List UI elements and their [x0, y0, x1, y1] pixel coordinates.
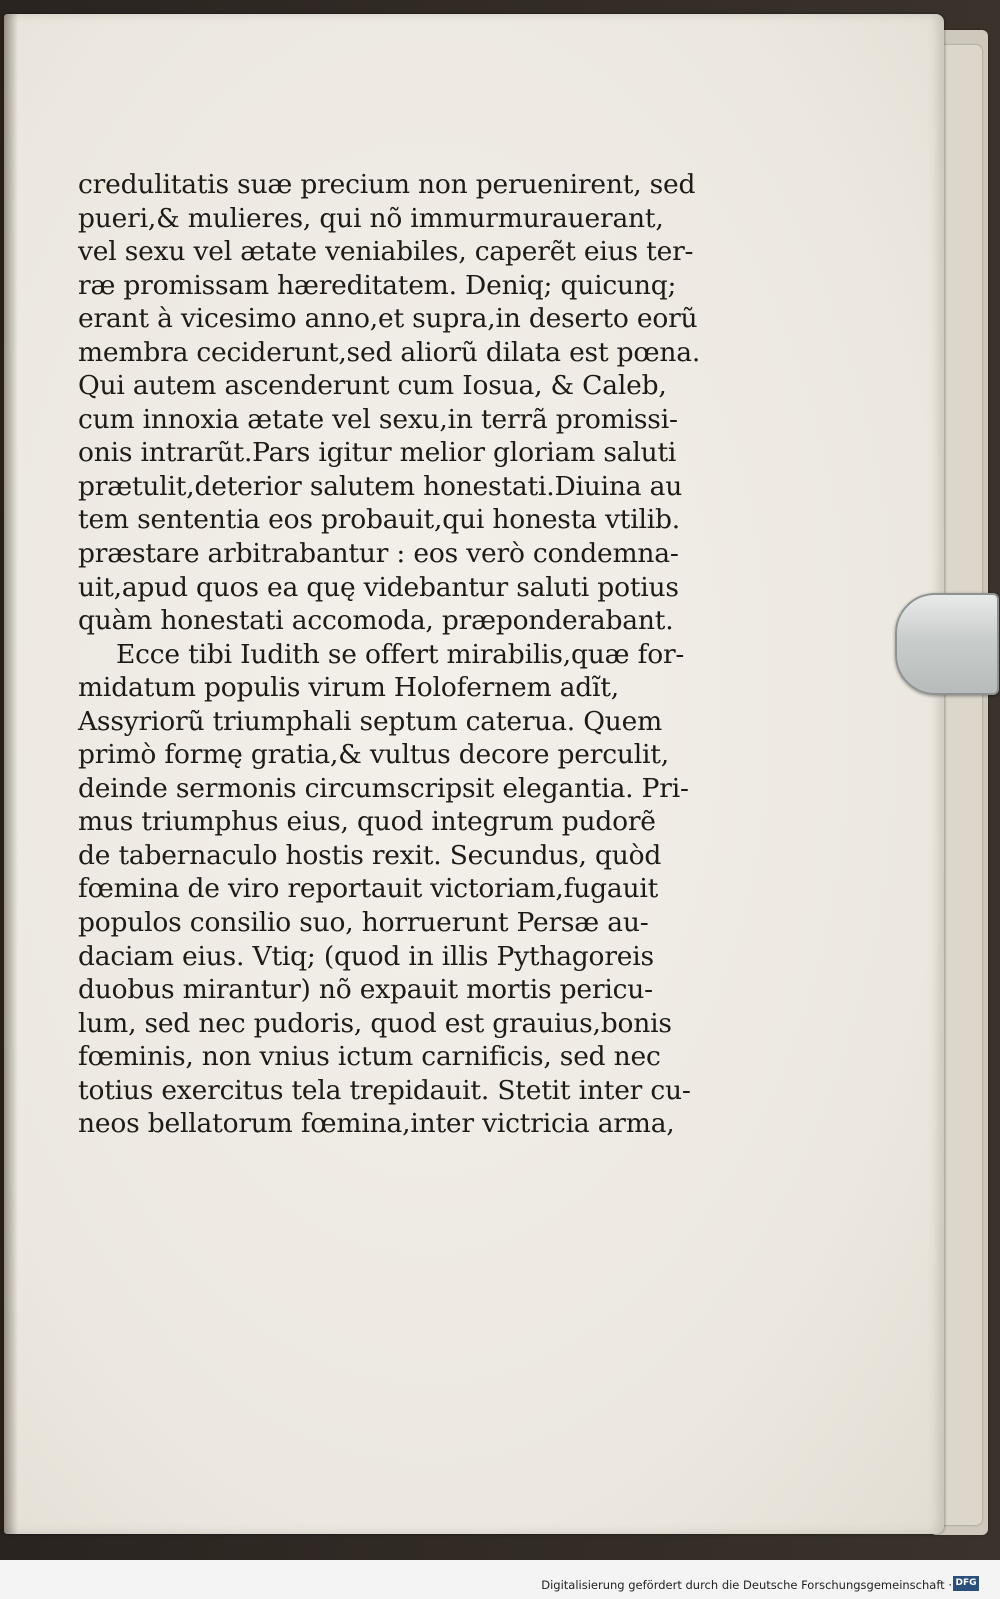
- spine-shadow: [0, 14, 18, 1534]
- text-line: uit,apud quos ea quę videbantur saluti potius: [78, 571, 679, 603]
- text-line: totius exercitus tela trepidauit. Stetit inter cu-: [78, 1074, 691, 1106]
- text-line: neos bellatorum fœmina,inter victricia arma,: [78, 1108, 675, 1140]
- back-pages-edge-inner: [938, 45, 982, 1525]
- text-line: prætulit,deterior salutem honestati.Diuina au: [78, 470, 683, 502]
- text-line: Ecce tibi Iudith se offert mirabilis,quæ for-: [116, 638, 685, 670]
- text-line: onis intrarũt.Pars igitur melior gloriam saluti: [78, 437, 677, 469]
- text-line: credulitatis suæ precium non peruenirent, sed: [78, 169, 696, 200]
- text-line: ræ promissam hæreditatem. Deniq; quicunq;: [78, 269, 677, 301]
- text-line: fœmina de viro reportauit victoriam,fugauit: [78, 873, 659, 905]
- text-line: deinde sermonis circumscripsit elegantia. Pri-: [78, 772, 689, 804]
- text-line: mus triumphus eius, quod integrum pudorẽ: [78, 806, 656, 838]
- text-line: daciam eius. Vtiq; (quod in illis Pythagoreis: [78, 940, 654, 972]
- text-line: duobus mirantur) nõ expauit mortis pericu-: [78, 974, 653, 1006]
- text-line: præstare arbitrabantur : eos verò condemna-: [78, 538, 679, 570]
- text-line: de tabernaculo hostis rexit. Secundus, quòd: [78, 839, 662, 871]
- text-line: erant à vicesimo anno,et supra,in deserto eorũ: [78, 303, 698, 335]
- footer-credit: Digitalisierung gefördert durch die Deutsche Forschungsgemeinschaft ·: [541, 1578, 952, 1592]
- dfg-logo: DFG: [953, 1576, 979, 1591]
- text-line: vel sexu vel ætate veniabiles, caperẽt eius ter-: [78, 236, 694, 268]
- text-line: pueri,& mulieres, qui nõ immurmurauerant,: [78, 202, 664, 234]
- text-line: midatum populis virum Holofernem adĩt,: [78, 672, 619, 704]
- text-line: cum innoxia ætate vel sexu,in terrã promissi-: [78, 403, 678, 435]
- page-clip: [895, 593, 999, 695]
- text-line: Assyriorũ triumphali septum caterua. Quem: [78, 705, 663, 737]
- text-line: membra ceciderunt,sed aliorũ dilata est pœna.: [78, 336, 701, 368]
- text-line: populos consilio suo, horruerunt Persæ au-: [78, 907, 649, 939]
- text-line: quàm honestati accomoda, præponderabant.: [78, 605, 674, 637]
- text-line: lum, sed nec pudoris, quod est grauius,bonis: [78, 1007, 672, 1039]
- text-line: primò formę gratia,& vultus decore perculit,: [78, 739, 669, 771]
- text-block: [78, 168, 728, 1141]
- text-line: Qui autem ascenderunt cum Iosua, & Caleb,: [78, 370, 667, 402]
- text-line: fœminis, non vnius ictum carnificis, sed nec: [78, 1041, 661, 1073]
- text-line: tem sententia eos probauit,qui honesta vtilib.: [78, 504, 681, 536]
